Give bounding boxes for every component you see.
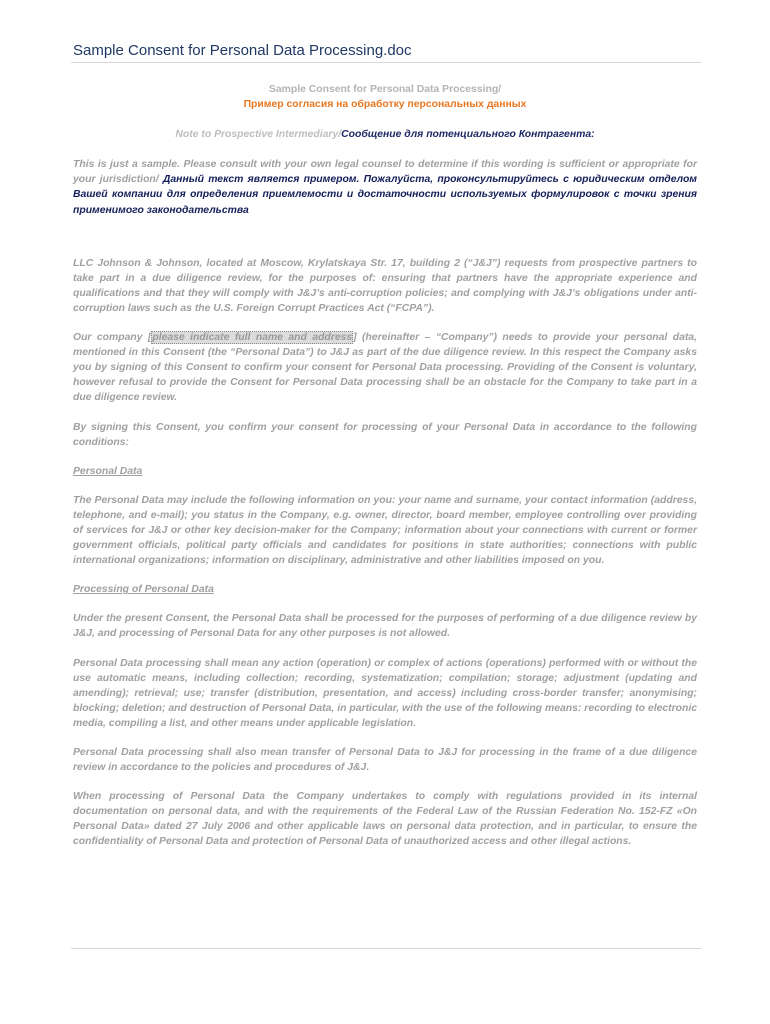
sample-disclaimer	[73, 157, 697, 217]
page-bottom-divider	[71, 948, 701, 949]
section-processing-purpose: Under the present Consent, the Personal Data shall be processed for the purposes of performing of a due diligence review by J&J, and processing of Personal Data for any other purposes is not allowed.	[73, 613, 697, 640]
signing-paragraph: By signing this Consent, you confirm your consent for processing of your Personal Data in accordance to the following conditions:	[73, 421, 697, 448]
intro-paragraph: LLC Johnson & Johnson, located at Moscow, Krylatskaya Str. 17, building 2 (“J&J”) requests from prospective partners to take part in a due diligence review, for the purposes of: ensuring that partners have the appropriate experience and qualifications and that they will comply with J&J’s anti-corruption policies; and complying with J&J’s obligations under anti-corruption laws such as the U.S. Foreign Corrupt Practices Act (“FCPA”).	[73, 257, 697, 314]
document-page	[73, 82, 697, 864]
section-processing-transfer: Personal Data processing shall also mean transfer of Personal Data to J&J for processing in the frame of a due diligence review in accordance to the policies and procedures of J&J.	[73, 747, 697, 774]
section-personal-data-body: The Personal Data may include the following information on you: your name and surname, your contact information (address, telephone, and e-mail); you status in the Company, e.g. owner, director, board member, employee controlling over providing of services for J&J or other key decision-maker for the Company; information about your connections with current or former government officials, political party officials and candidates for positions in state authorities; connections with public international organizations; information on disciplinary, administrative and other liabilities imposed on you.	[73, 494, 697, 567]
heading-english: Sample Consent for Personal Data Processing/	[268, 84, 502, 95]
heading-russian: Пример согласия на обработку персональных данных	[243, 99, 527, 111]
company-placeholder-field[interactable]: please indicate full name and address	[152, 332, 353, 344]
sample-disclaimer-english: This is just a sample. Please consult with your own legal counsel to determine if this wording is sufficient or appropriate for your jurisdiction/	[73, 159, 697, 186]
note-english: Note to Prospective Intermediary/	[175, 129, 342, 141]
note-to-intermediary	[73, 127, 697, 142]
title-divider	[71, 62, 701, 63]
section-processing-definition: Personal Data processing shall mean any action (operation) or complex of actions (operations) performed with or without the use automatic means, including collection; recording, systematization; compilation; storage; adjustment (updating and amending); retrieval; use; transfer (distribution, presentation, and access) including cross-border transfer; anonymising; blocking; deletion; and destruction of Personal Data, in particular, with the use of the following means: recording to electronic media, compiling a list, and other means under applicable legislation.	[73, 657, 697, 729]
document-heading	[73, 82, 697, 112]
company-paragraph	[73, 330, 697, 405]
document-filename: Sample Consent for Personal Data Processing.doc	[73, 42, 412, 59]
company-suffix: ] (hereinafter – “Company”) needs to provide your personal data, mentioned in this Consent (the “Personal Data”) to J&J as part of the due diligence review. In this respect the Company asks you by signing of this Consent to confirm your consent for Personal Data processing. Providing of the Consent is voluntary, however refusal to provide the Consent for Personal Data processing shall be an obstacle for the Company to take part in a due diligence review.	[73, 332, 697, 404]
company-prefix: Our company [	[73, 332, 152, 344]
section-processing-heading: Processing of Personal Data	[73, 584, 214, 596]
section-personal-data-heading: Personal Data	[73, 465, 143, 477]
section-processing-compliance: When processing of Personal Data the Company undertakes to comply with regulations provided in its internal documentation on personal data, and with the requirements of the Federal Law of the Russian Federation No. 152-FZ «On Personal Data» dated 27 July 2006 and other applicable laws on personal data protection, and in particular, to ensure the confidentiality of Personal Data and protection of Personal Data of unauthorized access and other illegal actions.	[73, 791, 697, 848]
note-russian: Сообщение для потенциального Контрагента:	[341, 129, 595, 141]
sample-disclaimer-russian: Данный текст является примером. Пожалуйста, проконсультируйтесь с юридическим отделом Вашей компании для определения приемлемости и достаточности используемых формулировок с точки зрения применимого законодательства	[73, 174, 697, 216]
